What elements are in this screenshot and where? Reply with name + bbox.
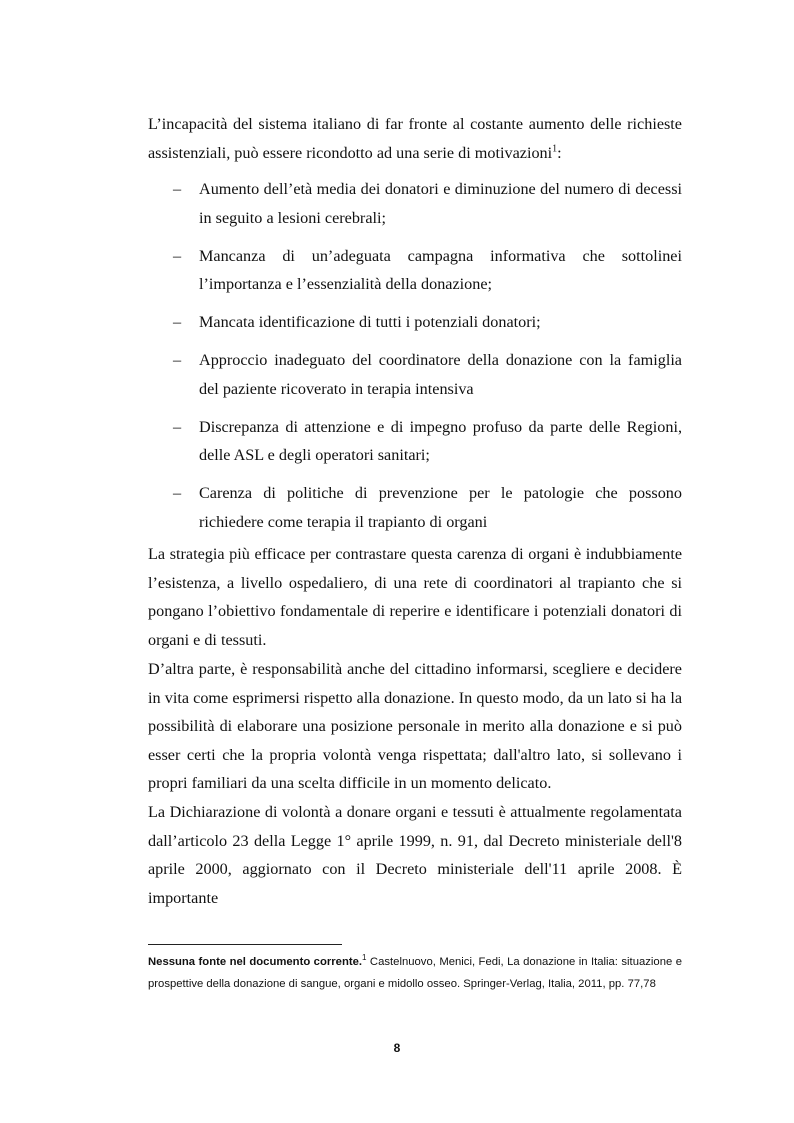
list-item bbox=[148, 413, 682, 470]
intro-colon: : bbox=[557, 143, 562, 162]
dash-bullet: – bbox=[173, 180, 182, 198]
list-item bbox=[148, 175, 682, 232]
list-item-text: Discrepanza di attenzione e di impegno profuso da parte delle Regioni, delle ASL e degli operatori sanitari; bbox=[199, 417, 682, 464]
footnote-separator bbox=[148, 944, 342, 945]
dash-bullet: – bbox=[173, 351, 182, 369]
intro-paragraph bbox=[148, 110, 682, 167]
dash-bullet: – bbox=[173, 484, 182, 502]
footnote bbox=[148, 951, 682, 995]
list-item-text: Aumento dell’età media dei donatori e diminuzione del numero di decessi in seguito a lesioni cerebrali; bbox=[199, 180, 682, 227]
footnote-number: 1 bbox=[362, 953, 367, 963]
citizen-paragraph: D’altra parte, è responsabilità anche del cittadino informarsi, scegliere e decidere in vita come esprimersi rispetto alla donazione. In questo modo, da un lato si ha la possibilità di elaborare una posizione personale in merito alla donazione e si può esser certi che la propria volontà venga rispettata; dall'altro lato, si sollevano i propri familiari da una scelta difficile in un momento delicato. bbox=[148, 660, 682, 792]
list-item-text: Mancanza di un’adeguata campagna informativa che sottolinei l’importanza e l’essenzialità della donazione; bbox=[199, 246, 682, 293]
page-number: 8 bbox=[393, 1041, 401, 1055]
list-item bbox=[148, 479, 682, 536]
footnote-reference[interactable]: 1 bbox=[552, 143, 558, 155]
list-item-text: Mancata identificazione di tutti i potenziali donatori; bbox=[199, 313, 541, 331]
dash-bullet: – bbox=[173, 417, 182, 436]
footnote-citation: Castelnuovo, Menici, Fedi, La donazione in Italia: situazione e prospettive della donazione di sangue, organi e midollo osseo. Springer-Verlag, Italia, 2011, pp. 77,78 bbox=[148, 956, 682, 990]
list-item bbox=[148, 346, 682, 403]
list-item bbox=[148, 242, 682, 299]
law-paragraph: La Dichiarazione di volontà a donare organi e tessuti è attualmente regolamentata dall’articolo 23 della Legge 1° aprile 1999, n. 91, dal Decreto ministeriale dell'8 aprile 2000, aggiornato con il Decreto ministeriale dell'11 aprile 2008. È importante bbox=[148, 803, 682, 907]
list-item-text: Approccio inadeguato del coordinatore della donazione con la famiglia del paziente ricoverato in terapia intensiva bbox=[199, 351, 682, 398]
intro-text: L’incapacità del sistema italiano di far fronte al costante aumento delle richieste assistenziali, può essere ricondotto ad una serie di motivazioni bbox=[148, 115, 682, 162]
footnote-error-text: Nessuna fonte nel documento corrente. bbox=[148, 956, 363, 968]
list-item-text: Carenza di politiche di prevenzione per le patologie che possono richiedere come terapia il trapianto di organi bbox=[199, 484, 682, 531]
strategy-paragraph: La strategia più efficace per contrastare questa carenza di organi è indubbiamente l’esistenza, a livello ospedaliero, di una rete di coordinatori al trapianto che si pongano l’obiettivo fondamentale di reperire e identificare i potenziali donatori di organi e di tessuti. bbox=[148, 545, 682, 649]
motivations-list bbox=[148, 175, 682, 546]
dash-bullet: – bbox=[173, 246, 182, 265]
list-item bbox=[148, 308, 682, 337]
dash-bullet: – bbox=[173, 313, 182, 331]
